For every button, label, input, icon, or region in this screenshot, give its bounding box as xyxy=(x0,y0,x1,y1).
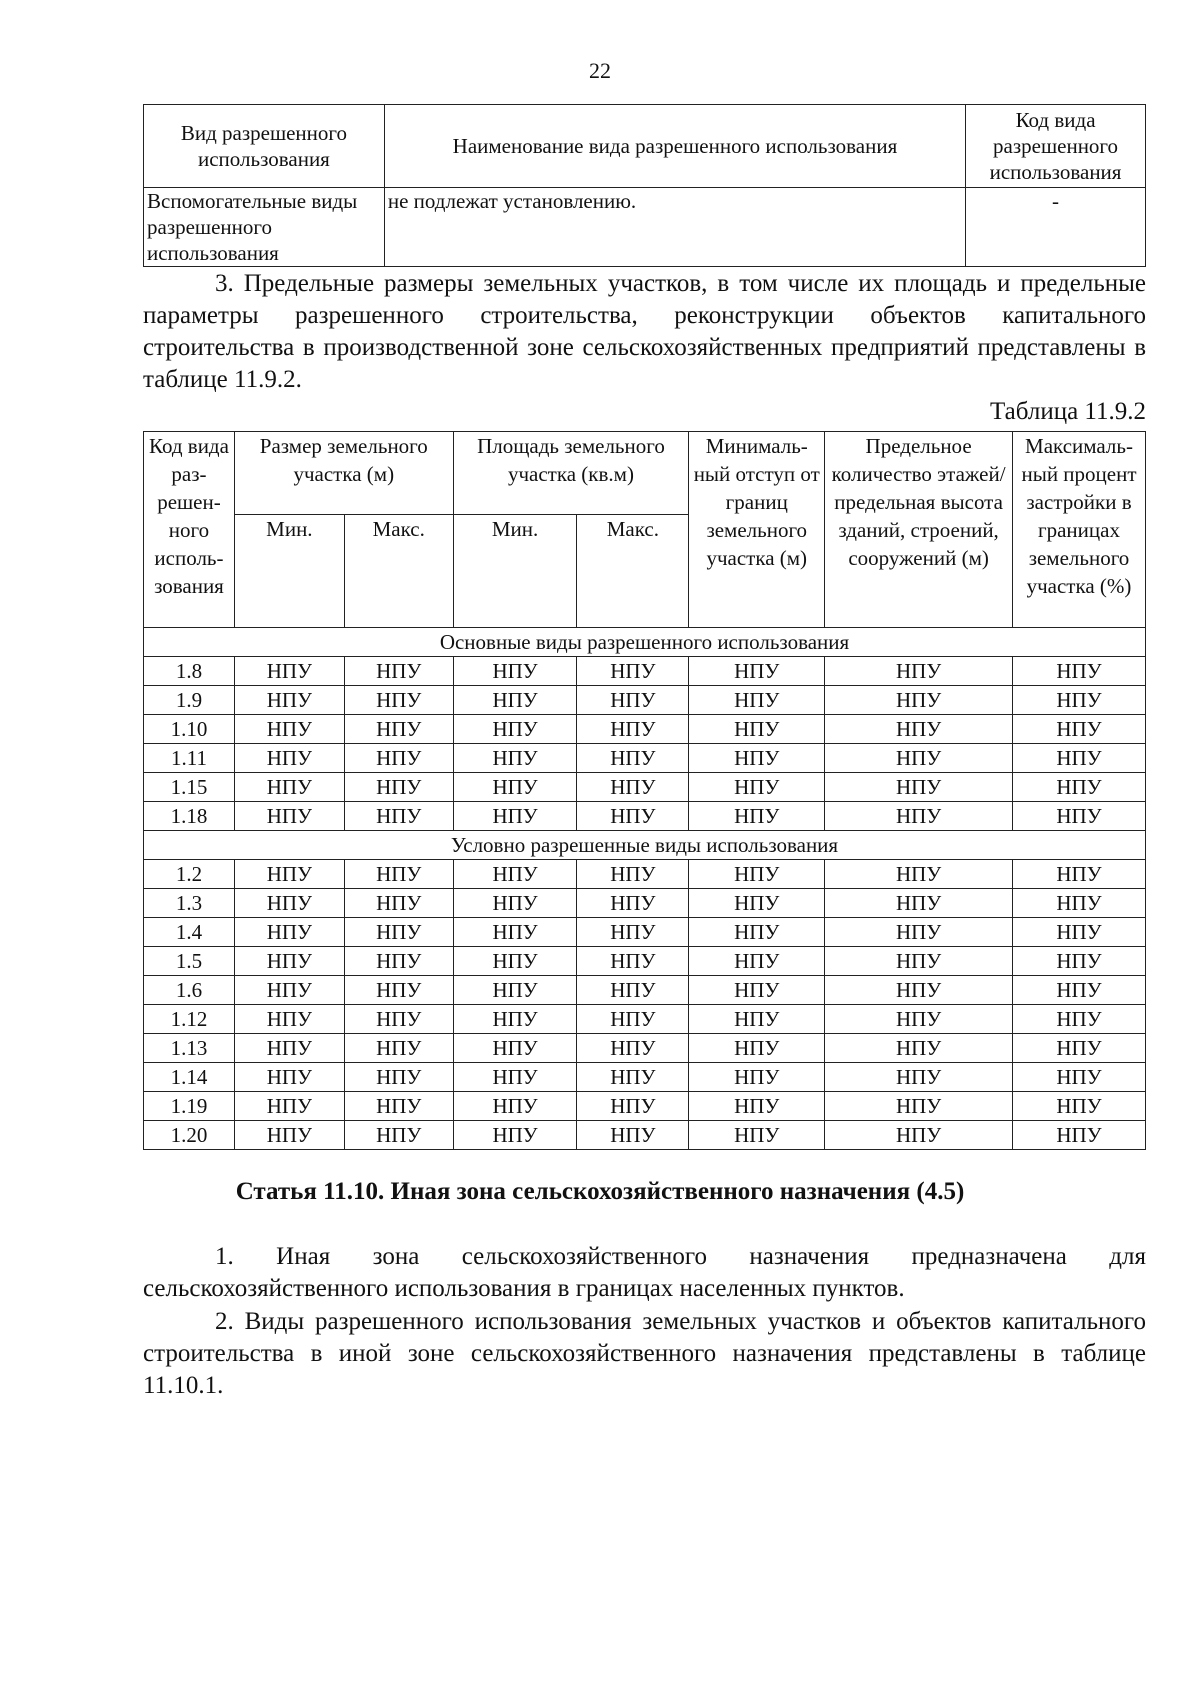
land-use-table-continuation xyxy=(143,104,1146,267)
table-row xyxy=(144,976,1146,1005)
cell-value: НПУ xyxy=(577,1034,689,1063)
cell-value: НПУ xyxy=(689,802,825,831)
cell-value: НПУ xyxy=(344,686,453,715)
cell-code: 1.3 xyxy=(144,889,235,918)
cell-code: 1.13 xyxy=(144,1034,235,1063)
table-row xyxy=(144,860,1146,889)
cell-value: НПУ xyxy=(234,889,344,918)
cell-code: 1.2 xyxy=(144,860,235,889)
cell-value: НПУ xyxy=(825,918,1013,947)
table-row xyxy=(144,947,1146,976)
cell-value: НПУ xyxy=(577,1092,689,1121)
cell-code: 1.19 xyxy=(144,1092,235,1121)
cell-code: 1.10 xyxy=(144,715,235,744)
cell-value: НПУ xyxy=(825,715,1013,744)
cell-value: НПУ xyxy=(689,1005,825,1034)
cell-value: НПУ xyxy=(344,976,453,1005)
cell-value: НПУ xyxy=(453,686,577,715)
cell-value: НПУ xyxy=(453,715,577,744)
cell-value: НПУ xyxy=(577,657,689,686)
header-plot-size: Размер земельного участка (м) xyxy=(234,432,453,515)
cell-value: НПУ xyxy=(344,918,453,947)
cell-value: НПУ xyxy=(689,657,825,686)
cell-value: НПУ xyxy=(453,773,577,802)
cell-value: НПУ xyxy=(344,1034,453,1063)
cell-value: НПУ xyxy=(453,918,577,947)
cell-value: НПУ xyxy=(234,860,344,889)
cell-value: НПУ xyxy=(689,686,825,715)
cell-code: 1.4 xyxy=(144,918,235,947)
cell-code: 1.9 xyxy=(144,686,235,715)
cell-value: НПУ xyxy=(577,686,689,715)
cell-value: НПУ xyxy=(234,802,344,831)
cell-value: НПУ xyxy=(825,802,1013,831)
cell-value: НПУ xyxy=(689,1092,825,1121)
header-use-name: Наименование вида разрешенного использования xyxy=(384,105,965,188)
table-row xyxy=(144,1092,1146,1121)
cell-value: НПУ xyxy=(453,744,577,773)
cell-value: НПУ xyxy=(577,1121,689,1150)
cell-value: НПУ xyxy=(234,1063,344,1092)
cell-value: НПУ xyxy=(234,947,344,976)
cell-value: НПУ xyxy=(453,860,577,889)
cell-value: НПУ xyxy=(825,976,1013,1005)
cell-value: НПУ xyxy=(453,947,577,976)
cell-value: НПУ xyxy=(234,773,344,802)
header-code: Код вида раз-решен-ного исполь-зования xyxy=(144,432,235,628)
cell-value: НПУ xyxy=(453,1034,577,1063)
cell-value: НПУ xyxy=(453,1063,577,1092)
section-conditional-uses: Условно разрешенные виды использования xyxy=(144,831,1146,860)
cell-value: НПУ xyxy=(689,1063,825,1092)
header-use-type: Вид разрешенного использования xyxy=(144,105,385,188)
cell-code: 1.11 xyxy=(144,744,235,773)
cell-value: НПУ xyxy=(1013,918,1146,947)
cell-value: НПУ xyxy=(689,889,825,918)
cell-value: НПУ xyxy=(344,802,453,831)
table-row xyxy=(144,802,1146,831)
cell-value: НПУ xyxy=(344,1063,453,1092)
table-row xyxy=(144,1121,1146,1150)
cell-value: НПУ xyxy=(825,773,1013,802)
cell-value: НПУ xyxy=(577,889,689,918)
cell-value: НПУ xyxy=(577,773,689,802)
cell-value: НПУ xyxy=(689,947,825,976)
cell-value: НПУ xyxy=(234,918,344,947)
cell-value: НПУ xyxy=(689,860,825,889)
header-plot-area: Площадь земельного участка (кв.м) xyxy=(453,432,689,515)
cell-value: НПУ xyxy=(689,773,825,802)
cell-value: НПУ xyxy=(577,715,689,744)
cell-value: НПУ xyxy=(344,1092,453,1121)
cell-value: НПУ xyxy=(234,1034,344,1063)
cell-value: НПУ xyxy=(453,1005,577,1034)
cell-value: НПУ xyxy=(453,802,577,831)
cell-value: НПУ xyxy=(234,1121,344,1150)
cell-code: 1.14 xyxy=(144,1063,235,1092)
cell-value: НПУ xyxy=(577,802,689,831)
table-row xyxy=(144,918,1146,947)
cell-value: НПУ xyxy=(689,744,825,773)
cell-value: НПУ xyxy=(234,744,344,773)
cell-use-name: не подлежат установлению. xyxy=(384,188,965,267)
header-size-min: Мин. xyxy=(234,515,344,628)
cell-value: НПУ xyxy=(234,976,344,1005)
cell-value: НПУ xyxy=(577,860,689,889)
article-paragraph-1: 1. Иная зона сельскохозяйственного назначения предназначена для сельскохозяйственного использования в границах населенных пунктов. xyxy=(143,1243,1146,1302)
header-setback: Минималь-ный отступ от границ земельного участка (м) xyxy=(689,432,825,628)
cell-value: НПУ xyxy=(825,1005,1013,1034)
header-floors: Предельное количество этажей/ предельная высота зданий, строений, сооружений (м) xyxy=(825,432,1013,628)
table-row xyxy=(144,889,1146,918)
cell-value: НПУ xyxy=(1013,976,1146,1005)
cell-value: НПУ xyxy=(344,1005,453,1034)
cell-value: НПУ xyxy=(1013,657,1146,686)
table-row xyxy=(144,715,1146,744)
header-coverage: Максималь-ный процент застройки в границах земельного участка (%) xyxy=(1013,432,1146,628)
cell-code: 1.12 xyxy=(144,1005,235,1034)
table-row xyxy=(144,1005,1146,1034)
cell-value: НПУ xyxy=(344,947,453,976)
cell-value: НПУ xyxy=(234,1005,344,1034)
cell-value: НПУ xyxy=(577,744,689,773)
cell-value: НПУ xyxy=(825,1034,1013,1063)
cell-value: НПУ xyxy=(1013,889,1146,918)
cell-value: НПУ xyxy=(1013,802,1146,831)
cell-value: НПУ xyxy=(344,889,453,918)
article-heading: Статья 11.10. Иная зона сельскохозяйственного назначения (4.5) xyxy=(235,1178,965,1205)
cell-value: НПУ xyxy=(577,947,689,976)
cell-use-type: Вспомогательные виды разрешенного использования xyxy=(144,188,385,267)
cell-value: НПУ xyxy=(1013,947,1146,976)
cell-value: НПУ xyxy=(1013,715,1146,744)
cell-value: НПУ xyxy=(234,1092,344,1121)
table-row xyxy=(144,773,1146,802)
cell-value: НПУ xyxy=(1013,1063,1146,1092)
cell-value: НПУ xyxy=(825,1063,1013,1092)
cell-value: НПУ xyxy=(825,686,1013,715)
cell-value: НПУ xyxy=(689,715,825,744)
cell-value: НПУ xyxy=(234,715,344,744)
cell-value: НПУ xyxy=(234,686,344,715)
cell-value: НПУ xyxy=(689,918,825,947)
cell-value: НПУ xyxy=(825,889,1013,918)
limits-table xyxy=(143,431,1146,1150)
cell-value: НПУ xyxy=(344,773,453,802)
cell-value: НПУ xyxy=(1013,773,1146,802)
cell-value: НПУ xyxy=(453,657,577,686)
cell-value: НПУ xyxy=(1013,1034,1146,1063)
cell-use-code: - xyxy=(966,188,1146,267)
section-main-uses: Основные виды разрешенного использования xyxy=(144,628,1146,657)
cell-code: 1.8 xyxy=(144,657,235,686)
cell-value: НПУ xyxy=(825,744,1013,773)
cell-value: НПУ xyxy=(825,860,1013,889)
header-area-min: Мин. xyxy=(453,515,577,628)
cell-value: НПУ xyxy=(1013,744,1146,773)
cell-code: 1.20 xyxy=(144,1121,235,1150)
table-row xyxy=(144,744,1146,773)
cell-value: НПУ xyxy=(689,976,825,1005)
cell-value: НПУ xyxy=(577,1063,689,1092)
cell-value: НПУ xyxy=(825,947,1013,976)
cell-value: НПУ xyxy=(1013,1092,1146,1121)
cell-value: НПУ xyxy=(453,889,577,918)
header-area-max: Макс. xyxy=(577,515,689,628)
cell-value: НПУ xyxy=(344,657,453,686)
cell-value: НПУ xyxy=(825,1092,1013,1121)
table-caption: Таблица 11.9.2 xyxy=(990,398,1146,425)
cell-value: НПУ xyxy=(1013,1121,1146,1150)
cell-code: 1.15 xyxy=(144,773,235,802)
paragraph-3: 3. Предельные размеры земельных участков, в том числе их площадь и предельные параметры разрешенного строительства, реконструкции объектов капитального строительства в производственной зоне сельскохозяйственных предприятий представлены в таблице 11.9.2. xyxy=(143,270,1146,393)
cell-value: НПУ xyxy=(453,976,577,1005)
header-size-max: Макс. xyxy=(344,515,453,628)
table-row xyxy=(144,686,1146,715)
cell-value: НПУ xyxy=(689,1121,825,1150)
header-use-code: Код вида разрешенного использования xyxy=(966,105,1146,188)
cell-value: НПУ xyxy=(577,918,689,947)
cell-code: 1.6 xyxy=(144,976,235,1005)
cell-value: НПУ xyxy=(1013,686,1146,715)
page-number: 22 xyxy=(589,58,611,83)
cell-value: НПУ xyxy=(234,657,344,686)
cell-value: НПУ xyxy=(344,744,453,773)
cell-code: 1.18 xyxy=(144,802,235,831)
cell-value: НПУ xyxy=(825,657,1013,686)
article-paragraph-2: 2. Виды разрешенного использования земельных участков и объектов капитального строительства в иной зоне сельскохозяйственного назначения представлены в таблице 11.10.1. xyxy=(143,1308,1146,1399)
cell-value: НПУ xyxy=(577,976,689,1005)
table-row xyxy=(144,1063,1146,1092)
cell-value: НПУ xyxy=(344,860,453,889)
cell-value: НПУ xyxy=(825,1121,1013,1150)
cell-value: НПУ xyxy=(689,1034,825,1063)
table-row xyxy=(144,657,1146,686)
cell-value: НПУ xyxy=(344,1121,453,1150)
cell-code: 1.5 xyxy=(144,947,235,976)
cell-value: НПУ xyxy=(1013,1005,1146,1034)
cell-value: НПУ xyxy=(453,1121,577,1150)
cell-value: НПУ xyxy=(1013,860,1146,889)
cell-value: НПУ xyxy=(344,715,453,744)
cell-value: НПУ xyxy=(453,1092,577,1121)
table-row xyxy=(144,1034,1146,1063)
cell-value: НПУ xyxy=(577,1005,689,1034)
